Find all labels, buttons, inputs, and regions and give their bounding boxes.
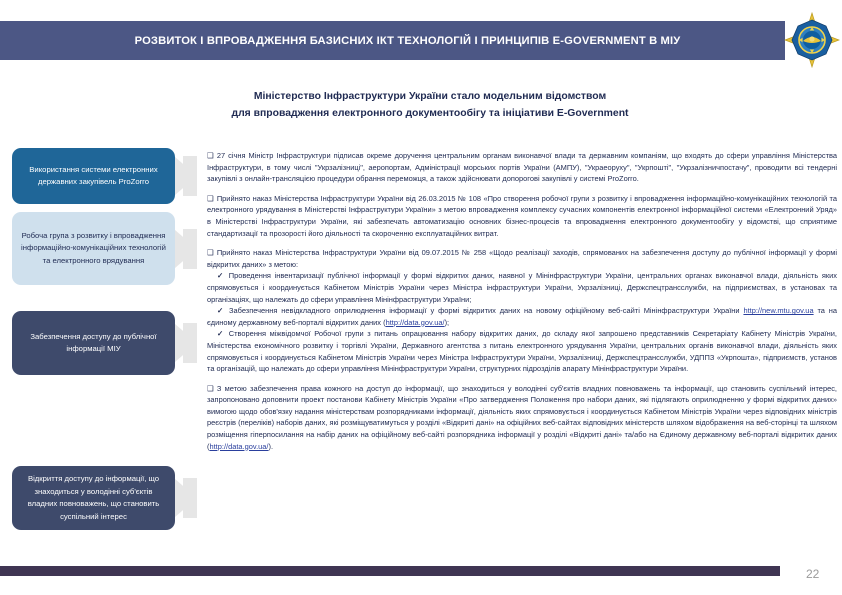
ministry-emblem-icon bbox=[784, 12, 840, 68]
stage-box-working-group[interactable] bbox=[12, 212, 175, 285]
content-paragraph-3 bbox=[207, 247, 837, 375]
stage-arrow-open-data-access bbox=[175, 479, 197, 517]
slide-header-bar bbox=[0, 21, 785, 60]
slide-subtitle bbox=[150, 88, 710, 122]
page-title: РОЗВИТОК І ВПРОВАДЖЕННЯ БАЗИСНИХ ІКТ ТЕХНОЛОГІЙ І ПРИНЦИПІВ E-GOVERNMENT В МІУ bbox=[134, 34, 681, 47]
bullet-square-icon-1 bbox=[207, 151, 217, 160]
paragraph-3-check-2 bbox=[207, 305, 837, 328]
footer-bar bbox=[0, 566, 780, 576]
stage-label-prozorro: Використання системи електронних державних закупівель ProZorro bbox=[29, 164, 158, 186]
paragraph-3-check-2-pre: Забезпечення невідкладного оприлюднення інформації у формі відкритих даних на новому офіційному веб-сайті Мінінфраструктури України bbox=[229, 306, 744, 316]
page-number: 22 bbox=[806, 567, 820, 581]
subtitle-line-2: для впровадження електронного документообігу та ініціативи E-Government bbox=[231, 108, 629, 119]
stage-item-working-group[interactable] bbox=[12, 212, 197, 288]
content-paragraph-4 bbox=[207, 383, 837, 453]
paragraph-3-check-2-post: ); bbox=[444, 317, 450, 327]
paragraph-3-check-1-text: Проведення інвентаризації публічної інформації у формі відкритих даних, наявної у Мінінфраструктури України, центральних органах виконавчої влади, діяльність яких спрямовується і координується Кабінетом Міністрів України через Міністра інфраструктури України, Укрзалізниці, Держспецтрансслужби, на підприємствах, в установах та організаціях, що належать до сфери управління Мінінфраструктури України; bbox=[207, 271, 837, 304]
content-paragraph-1 bbox=[207, 150, 837, 185]
stage-arrow-prozorro bbox=[175, 157, 197, 195]
stage-label-working-group: Робоча група з розвитку і впровадження інформаційно-комунікаційних технологій та електронного врядування bbox=[21, 230, 166, 265]
stage-label-open-data-access: Відкриття доступу до інформації, що знаходиться у володінні суб'єктів владних повноважень, що становить суспільний інтерес bbox=[27, 474, 160, 521]
stage-list bbox=[12, 148, 197, 530]
bullet-square-icon-4 bbox=[207, 384, 217, 393]
stage-arrow-working-group bbox=[175, 230, 197, 268]
paragraph-1-text: 27 січня Міністр Інфраструктури підписав окреме доручення центральним органам виконавчої влади та державним компаніям, що входять до сфери управління Міністерства Інфраструктури, в тому числі "Укрзалізниці", аеропортам, Адміністрації морських портів України (АМПУ), "Украеоруху", "Укрпошті", "Укрзалізничпостачу", проводити всі тендерні закупівлі з онлайн-трансляцією процедури обрання переможця, а також здійснювати допорогові закупівлі у системі ProZorro. bbox=[207, 151, 837, 184]
stage-box-prozorro[interactable] bbox=[12, 148, 175, 204]
bullet-square-icon-3 bbox=[207, 248, 217, 257]
paragraph-4-pre: З метою забезпечення права кожного на доступ до інформації, що знаходиться у володінні суб'єктів владних повноважень та інформації, що становить суспільний інтерес, запропоновано доповнити проект постанови Кабінету Міністрів України «Про затвердження Положення про набори даних, які підлягають оприлюдненню у формі відкритих даних» вимогою щодо обов'язку надання міністерствам розпорядниками інформації, діяльність яких спрямовується і координується Кабінетом Міністрів України через відповідних міністрів реєстрів (переліків) наборів даних, які розміщуватимуться у розділі «Відкриті дані» на офіційних веб-сайтах відповідних міністерств шляхом відображення на веб-сторінці та шляхом розміщення гіперпосилання на набір даних на офіційному веб-сайті розпорядника інформації у розділі «Відкриті дані» та/або на Єдиному державному веб-порталі відкритих даних ( bbox=[207, 383, 837, 451]
stage-item-public-info-access[interactable] bbox=[12, 311, 197, 377]
stage-item-prozorro[interactable] bbox=[12, 148, 197, 206]
paragraph-3-intro: Прийнято наказ Міністерства Інфраструктури України від 09.07.2015 № 258 «Щодо реалізації заходів, спрямованих на забезпечення доступу до публічної інформації у формі відкритих даних» з метою: bbox=[207, 248, 837, 269]
link-data-gov-ua-1[interactable]: http://data.gov.ua/ bbox=[385, 317, 445, 327]
content-paragraph-2 bbox=[207, 193, 837, 239]
stage-box-public-info-access[interactable] bbox=[12, 311, 175, 375]
paragraph-4-post: ). bbox=[268, 441, 274, 451]
paragraph-3-check-1 bbox=[207, 270, 837, 305]
paragraph-3-check-2-mid: та на єдиному державному веб-порталі відкритих даних ( bbox=[207, 306, 838, 327]
bullet-square-icon-2 bbox=[207, 194, 217, 203]
stage-arrow-public-info-access bbox=[175, 324, 197, 362]
link-new-mtu-gov-ua[interactable]: http://new.mtu.gov.ua bbox=[743, 306, 814, 316]
paragraph-3-check-3-text: Створення міжвідомчої Робочої групи з питань опрацювання набору відкритих даних, до складу якої запрошено представників Секретаріату Кабінету Міністрів України, Міністерства економічного розвитку і торгівлі України, Державного агентства з питань електронного урядування України, центральних органів виконавчої влади, діяльність яких спрямовується і координується Кабінетом Міністрів України через Міністра Інфраструктури України, Укрзалізниці, Держспецтрансслужби, УДППЗ «Укрпошта», підприємств, установ та організацій, що належать до сфери управління Мінінфраструктури України, структурних підрозділів апарату Мінінфраструктури України. bbox=[207, 329, 837, 374]
content-body bbox=[207, 150, 837, 460]
stage-label-public-info-access: Забезпечення доступу до публічної інформації МІУ bbox=[30, 331, 157, 353]
stage-item-open-data-access[interactable] bbox=[12, 466, 197, 530]
paragraph-3-check-3 bbox=[207, 328, 837, 374]
paragraph-2-text: Прийнято наказ Міністерства Інфраструктури України від 26.03.2015 № 108 «Про створення робочої групи з розвитку і впровадження інформаційно-комунікаційних технологій та електронного урядування в Міністерстві Інфраструктури України» з метою впровадження комплексу сучасних компонентів електронної інформаційної системи «Електронний Уряд» в Міністерстві Інфраструктури України, які забезпечать автоматизацію основних бізнес-процесів та впровадження електронного документообігу у відомстві, що сприятиме стандартизації та прозорості його діяльності та скороченню експлуатаційних витрат. bbox=[207, 193, 837, 238]
stage-box-open-data-access[interactable] bbox=[12, 466, 175, 530]
subtitle-line-1: Міністерство Інфраструктури України стало модельним відомством bbox=[253, 91, 607, 102]
link-data-gov-ua-2[interactable]: http://data.gov.ua/ bbox=[209, 441, 269, 451]
